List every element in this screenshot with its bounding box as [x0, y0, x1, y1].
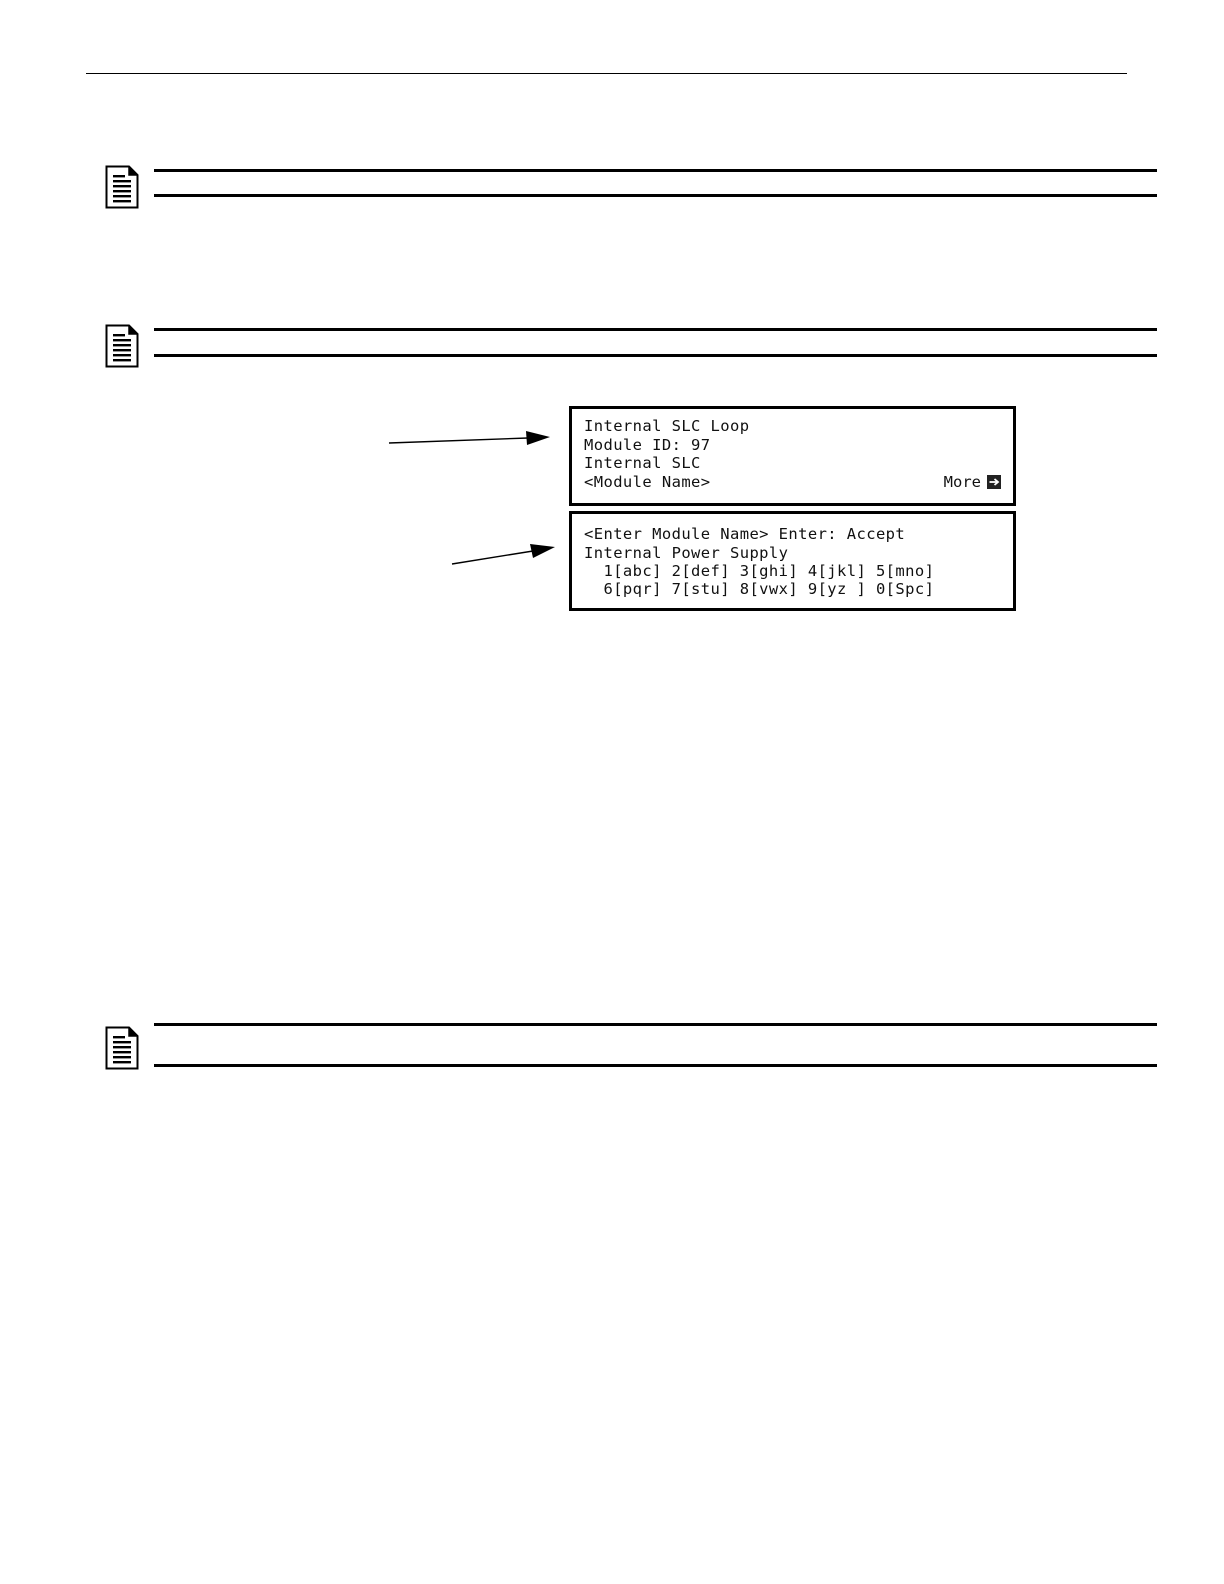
note-bottom-rule — [154, 354, 1157, 357]
lcd-keypad-row-1: 1[abc] 2[def] 3[ghi] 4[jkl] 5[mno] — [584, 562, 935, 580]
note-top-rule — [154, 1023, 1157, 1026]
more-label: More — [943, 473, 981, 491]
note-bottom-rule — [154, 1064, 1157, 1067]
header-rule — [86, 73, 1127, 74]
note-top-rule — [154, 169, 1157, 172]
lcd-line-2: Module ID: 97 — [584, 436, 711, 454]
callout-arrow-2 — [452, 544, 555, 564]
note-top-rule — [154, 328, 1157, 331]
lcd-name-entry-screen — [569, 511, 1016, 611]
note-block-3 — [105, 1021, 1157, 1071]
lcd-keypad-row-2: 6[pqr] 7[stu] 8[vwx] 9[yz ] 0[Spc] — [584, 580, 935, 598]
right-arrow-icon — [987, 475, 1001, 489]
callout-arrow-1 — [389, 431, 550, 445]
note-block-2 — [105, 324, 1157, 369]
lcd-line-2[interactable]: Internal Power Supply — [584, 544, 789, 562]
note-bottom-rule — [154, 194, 1157, 197]
note-document-icon — [105, 324, 139, 368]
note-block-1 — [105, 165, 1157, 210]
lcd-line-3: Internal SLC — [584, 454, 701, 472]
more-button[interactable] — [944, 473, 1001, 492]
lcd-line-1: Internal SLC Loop — [584, 417, 750, 435]
lcd-edit-screen — [569, 406, 1016, 506]
note-document-icon — [105, 1026, 139, 1070]
lcd-line-1: <Enter Module Name> Enter: Accept — [584, 525, 906, 543]
lcd-line-4[interactable]: <Module Name> — [584, 473, 711, 491]
note-document-icon — [105, 165, 139, 209]
